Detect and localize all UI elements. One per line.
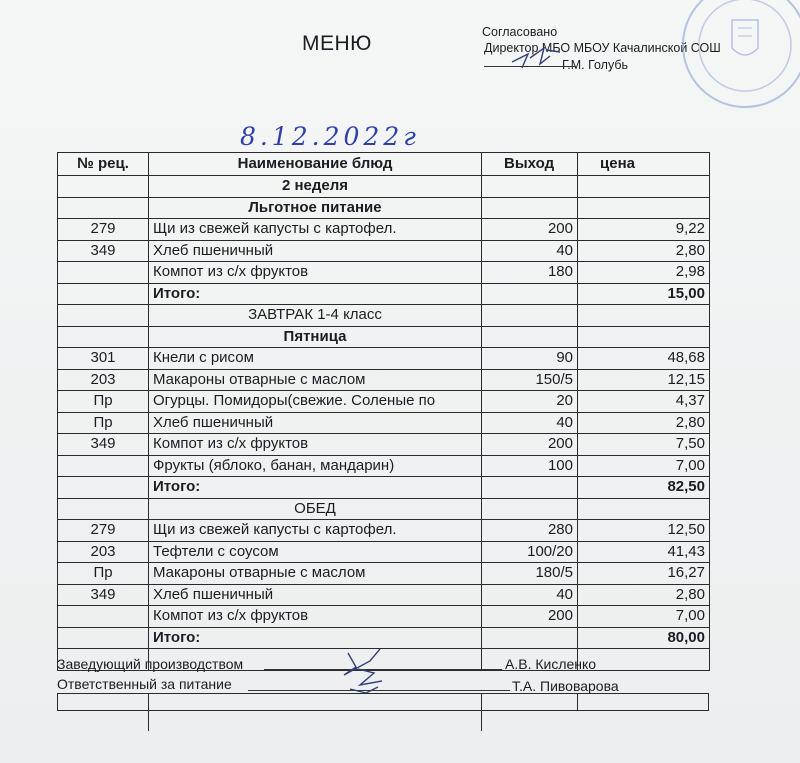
bottom-grid — [57, 693, 709, 731]
price-cell: 7,00 — [578, 455, 710, 477]
price-cell: 2,80 — [578, 412, 710, 434]
output-cell: 150/5 — [482, 369, 578, 391]
price-cell: 16,27 — [578, 563, 710, 585]
price-cell — [578, 176, 710, 198]
table-row — [58, 563, 710, 585]
table-row — [58, 455, 710, 477]
recipe-code-cell: 349 — [58, 240, 149, 262]
recipe-code-cell — [58, 627, 149, 649]
table-row — [58, 262, 710, 284]
bottom-grid-divider — [577, 693, 578, 711]
output-cell — [482, 477, 578, 499]
section-label-cell: ОБЕД — [149, 498, 482, 520]
dish-name-cell: Кнели с рисом — [149, 348, 482, 370]
price-cell: 2,80 — [578, 584, 710, 606]
recipe-code-cell — [58, 176, 149, 198]
table-row — [58, 369, 710, 391]
header-price: цена — [578, 153, 710, 176]
table-row — [58, 606, 710, 628]
output-cell: 200 — [482, 606, 578, 628]
table-row — [58, 584, 710, 606]
recipe-code-cell — [58, 606, 149, 628]
manager-signature — [330, 645, 400, 697]
director-signature — [510, 40, 570, 70]
dish-name-cell: Хлеб пшеничный — [149, 240, 482, 262]
recipe-code-cell — [58, 305, 149, 327]
output-cell: 280 — [482, 520, 578, 542]
header-recipe-no: № рец. — [58, 153, 149, 176]
output-cell: 180 — [482, 262, 578, 284]
bottom-grid-divider — [148, 693, 149, 731]
recipe-code-cell — [58, 455, 149, 477]
price-cell: 7,50 — [578, 434, 710, 456]
responsible-label: Ответственный за питание — [57, 676, 232, 692]
manager-label: Заведующий производством — [57, 656, 244, 672]
recipe-code-cell: Пр — [58, 412, 149, 434]
dish-name-cell: Макароны отварные с маслом — [149, 369, 482, 391]
approval-line-3: Г.М. Голубь — [562, 58, 629, 72]
output-cell: 20 — [482, 391, 578, 413]
output-cell — [482, 197, 578, 219]
output-cell — [482, 283, 578, 305]
section-row — [58, 197, 710, 219]
price-cell — [578, 326, 710, 348]
total-row — [58, 283, 710, 305]
output-cell — [482, 326, 578, 348]
recipe-code-cell: 203 — [58, 541, 149, 563]
recipe-code-cell: Пр — [58, 391, 149, 413]
total-price-cell: 15,00 — [578, 283, 710, 305]
dish-name-cell: Компот из с/х фруктов — [149, 606, 482, 628]
dish-name-cell: Макароны отварные с маслом — [149, 563, 482, 585]
recipe-code-cell: 349 — [58, 434, 149, 456]
header-dish-name: Наименование блюд — [149, 153, 482, 176]
recipe-code-cell — [58, 498, 149, 520]
output-cell: 40 — [482, 584, 578, 606]
output-cell — [482, 305, 578, 327]
total-price-cell: 82,50 — [578, 477, 710, 499]
recipe-code-cell — [58, 283, 149, 305]
output-cell — [482, 627, 578, 649]
price-cell: 12,50 — [578, 520, 710, 542]
recipe-code-cell: 301 — [58, 348, 149, 370]
recipe-code-cell: Пр — [58, 563, 149, 585]
bottom-grid-divider — [481, 693, 482, 731]
section-label-cell: 2 неделя — [149, 176, 482, 198]
approval-line-1: Согласовано — [482, 25, 558, 39]
price-cell: 41,43 — [578, 541, 710, 563]
dish-name-cell: Щи из свежей капусты с картофел. — [149, 219, 482, 241]
table-row — [58, 219, 710, 241]
responsible-name: Т.А. Пивоварова — [512, 678, 619, 694]
table-row — [58, 434, 710, 456]
recipe-code-cell — [58, 262, 149, 284]
dish-name-cell: Компот из с/х фруктов — [149, 434, 482, 456]
dish-name-cell: Тефтели с соусом — [149, 541, 482, 563]
dish-name-cell: Хлеб пшеничный — [149, 412, 482, 434]
approval-line-2: Директор МБО МБОУ Качалинской СОШ — [484, 41, 721, 55]
dish-name-cell: Щи из свежей капусты с картофел. — [149, 520, 482, 542]
section-label-cell: Пятница — [149, 326, 482, 348]
dish-name-cell: Хлеб пшеничный — [149, 584, 482, 606]
official-stamp — [640, 0, 800, 110]
recipe-code-cell — [58, 197, 149, 219]
menu-table — [57, 152, 710, 671]
section-row — [58, 326, 710, 348]
page-title: МЕНЮ — [302, 32, 372, 55]
total-row — [58, 477, 710, 499]
recipe-code-cell: 279 — [58, 520, 149, 542]
dish-name-cell: Огурцы. Помидоры(свежие. Соленые по — [149, 391, 482, 413]
output-cell: 200 — [482, 434, 578, 456]
table-row — [58, 391, 710, 413]
dish-name-cell: Компот из с/х фруктов — [149, 262, 482, 284]
output-cell: 40 — [482, 412, 578, 434]
price-cell: 9,22 — [578, 219, 710, 241]
price-cell: 4,37 — [578, 391, 710, 413]
price-cell — [578, 498, 710, 520]
menu-date: 8.12.2022г — [240, 122, 420, 151]
section-row — [58, 305, 710, 327]
manager-name: А.В. Кисленко — [505, 656, 597, 672]
bottom-grid-row — [57, 693, 709, 711]
output-cell — [482, 498, 578, 520]
output-cell: 40 — [482, 240, 578, 262]
output-cell — [482, 176, 578, 198]
price-cell — [578, 197, 710, 219]
price-cell: 48,68 — [578, 348, 710, 370]
section-label-cell: ЗАВТРАК 1-4 класс — [149, 305, 482, 327]
recipe-code-cell: 203 — [58, 369, 149, 391]
recipe-code-cell — [58, 477, 149, 499]
output-cell: 200 — [482, 219, 578, 241]
output-cell: 100/20 — [482, 541, 578, 563]
price-cell: 12,15 — [578, 369, 710, 391]
price-cell — [578, 305, 710, 327]
price-cell: 7,00 — [578, 606, 710, 628]
table-row — [58, 520, 710, 542]
section-row — [58, 176, 710, 198]
output-cell: 90 — [482, 348, 578, 370]
output-cell: 100 — [482, 455, 578, 477]
section-label-cell: Льготное питание — [149, 197, 482, 219]
recipe-code-cell — [58, 326, 149, 348]
total-label-cell: Итого: — [149, 477, 482, 499]
table-row — [58, 541, 710, 563]
total-price-cell: 80,00 — [578, 627, 710, 649]
recipe-code-cell: 349 — [58, 584, 149, 606]
table-row — [58, 240, 710, 262]
total-label-cell: Итого: — [149, 283, 482, 305]
total-label-cell: Итого: — [149, 627, 482, 649]
price-cell: 2,98 — [578, 262, 710, 284]
price-cell — [578, 649, 710, 671]
dish-name-cell: Фрукты (яблоко, банан, мандарин) — [149, 455, 482, 477]
price-cell: 2,80 — [578, 240, 710, 262]
section-row — [58, 498, 710, 520]
table-row — [58, 412, 710, 434]
header-output: Выход — [482, 153, 578, 176]
table-row — [58, 348, 710, 370]
output-cell: 180/5 — [482, 563, 578, 585]
table-header-row — [58, 153, 710, 176]
recipe-code-cell: 279 — [58, 219, 149, 241]
